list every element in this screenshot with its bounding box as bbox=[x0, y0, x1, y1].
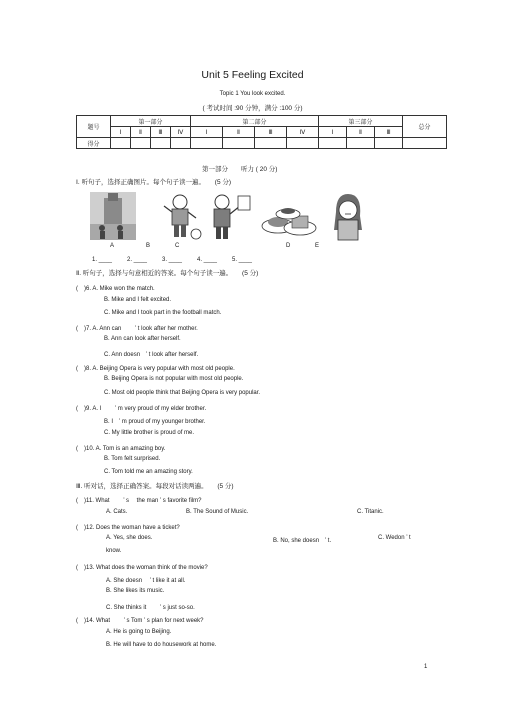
question-6-option-c: C. Mike and I took part in the football match. bbox=[104, 310, 222, 316]
score-col: Ⅰ bbox=[111, 127, 131, 138]
question-10-option-b: B. Tom felt surprised. bbox=[104, 456, 161, 462]
question-11-option-c: C. Titanic. bbox=[357, 509, 384, 515]
score-cell bbox=[375, 138, 403, 149]
page-title: Unit 5 Feeling Excited bbox=[201, 69, 304, 81]
pic-label-a: A bbox=[110, 243, 115, 249]
score-table-label: 题号 bbox=[77, 116, 111, 138]
question-12: ( )12. Does the woman have a ticket? bbox=[76, 525, 180, 531]
score-cell bbox=[171, 138, 191, 149]
question-11: ( )11. What ’ s the man ’ s favorite film? bbox=[76, 498, 202, 504]
score-cell bbox=[151, 138, 171, 149]
score-cell bbox=[347, 138, 375, 149]
score-col: Ⅱ bbox=[223, 127, 255, 138]
picture-d-food-plates bbox=[260, 190, 318, 242]
question-11-option-b: B. The Sound of Music. bbox=[186, 509, 249, 515]
question-12-option-c-cont: know. bbox=[106, 548, 122, 554]
section-2-instruction: Ⅱ. 听句子，选择与句意相近的答案。每个句子读一遍。 (5 分) bbox=[76, 270, 259, 277]
score-col: Ⅱ bbox=[347, 127, 375, 138]
pic-label-e: E bbox=[315, 243, 320, 249]
question-13-option-b: B. She likes its music. bbox=[106, 588, 165, 594]
question-12-option-a: A. Yes, she does. bbox=[106, 535, 153, 541]
answer-blank-4[interactable]: 4. ____ bbox=[197, 257, 218, 263]
part1-header: 第一部分 听力 ( 20 分) bbox=[202, 166, 278, 173]
score-cell bbox=[255, 138, 287, 149]
question-6-option-b: B. Mike and I felt excited. bbox=[104, 297, 172, 303]
score-col: Ⅰ bbox=[319, 127, 347, 138]
question-10: ( )10. A. Tom is an amazing boy. bbox=[76, 446, 166, 452]
score-cell bbox=[131, 138, 151, 149]
answer-blank-5[interactable]: 5. ____ bbox=[232, 257, 253, 263]
exam-meta: ( 考试时间 :90 分钟，满分 :100 分) bbox=[202, 105, 303, 112]
score-col: Ⅰ bbox=[191, 127, 223, 138]
score-cell bbox=[111, 138, 131, 149]
question-9-option-b: B. I ’ m proud of my younger brother. bbox=[104, 419, 206, 425]
score-cell bbox=[287, 138, 319, 149]
question-9-option-c: C. My little brother is proud of me. bbox=[104, 430, 195, 436]
score-col: Ⅳ bbox=[171, 127, 191, 138]
question-12-option-b: B. No, she doesn ’ t. bbox=[273, 538, 332, 544]
answer-blank-1[interactable]: 1. ____ bbox=[92, 257, 113, 263]
score-cell bbox=[319, 138, 347, 149]
score-cell bbox=[403, 138, 447, 149]
section-1-instruction: Ⅰ. 听句子，选择正确图片。每个句子读一遍。 (5 分) bbox=[76, 179, 232, 186]
picture-c-boy-with-paper bbox=[208, 190, 252, 242]
pic-label-d: D bbox=[286, 243, 291, 249]
question-13: ( )13. What does the woman think of the movie? bbox=[76, 565, 208, 571]
question-14-option-b: B. He will have to do housework at home. bbox=[106, 642, 217, 648]
picture-b-boy-with-ball bbox=[162, 190, 202, 242]
picture-row bbox=[90, 190, 370, 242]
pic-label-b: B bbox=[146, 243, 151, 249]
score-col: Ⅲ bbox=[375, 127, 403, 138]
question-8-option-b: B. Beijing Opera is not popular with most old people. bbox=[104, 376, 244, 382]
question-7-option-b: B. Ann can look after herself. bbox=[104, 336, 181, 342]
question-12-option-c: C. Wedon ’ t bbox=[378, 535, 411, 541]
question-7: ( )7. A. Ann can ’ t look after her mother. bbox=[76, 326, 198, 332]
question-8: ( )8. A. Beijing Opera is very popular with most old people. bbox=[76, 366, 235, 372]
question-9: ( )9. A. I ’ m very proud of my elder brother. bbox=[76, 406, 207, 412]
score-table-defen: 得分 bbox=[77, 138, 111, 149]
question-14: ( )14. What ’ s Tom ’ s plan for next week? bbox=[76, 618, 204, 624]
question-10-option-c: C. Tom told me an amazing story. bbox=[104, 469, 193, 475]
section-3-instruction: Ⅲ. 听对话，选择正确答案。每段对话读两遍。 (5 分) bbox=[76, 483, 234, 490]
question-13-option-a: A. She doesn ’ t like it at all. bbox=[106, 578, 186, 584]
question-6: ( )6. A. Mike won the match. bbox=[76, 286, 155, 292]
score-table bbox=[76, 115, 447, 149]
score-cell bbox=[191, 138, 223, 149]
page-number: 1 bbox=[424, 664, 428, 670]
picture-e-sad-woman bbox=[328, 190, 368, 242]
question-13-option-c: C. She thinks it ’ s just so-so. bbox=[106, 605, 195, 611]
score-table-part1: 第一部分 bbox=[111, 116, 191, 127]
score-col: Ⅲ bbox=[151, 127, 171, 138]
score-cell bbox=[223, 138, 255, 149]
answer-blank-2[interactable]: 2. ____ bbox=[127, 257, 148, 263]
score-table-part2: 第二部分 bbox=[191, 116, 319, 127]
picture-a-children-building bbox=[90, 190, 136, 242]
score-table-total: 总分 bbox=[403, 116, 447, 138]
question-7-option-c: C. Ann doesn ’ t look after herself. bbox=[104, 352, 199, 358]
question-8-option-c: C. Most old people think that Beijing Opera is very popular. bbox=[104, 390, 261, 396]
answer-blank-3[interactable]: 3. ____ bbox=[162, 257, 183, 263]
question-11-option-a: A. Cats. bbox=[106, 509, 128, 515]
question-14-option-a: A. He is going to Beijing. bbox=[106, 629, 172, 635]
score-col: Ⅳ bbox=[287, 127, 319, 138]
score-col: Ⅱ bbox=[131, 127, 151, 138]
pic-label-c: C bbox=[175, 243, 180, 249]
topic-subtitle: Topic 1 You look excited. bbox=[219, 91, 286, 97]
score-col: Ⅲ bbox=[255, 127, 287, 138]
score-table-part3: 第三部分 bbox=[319, 116, 403, 127]
